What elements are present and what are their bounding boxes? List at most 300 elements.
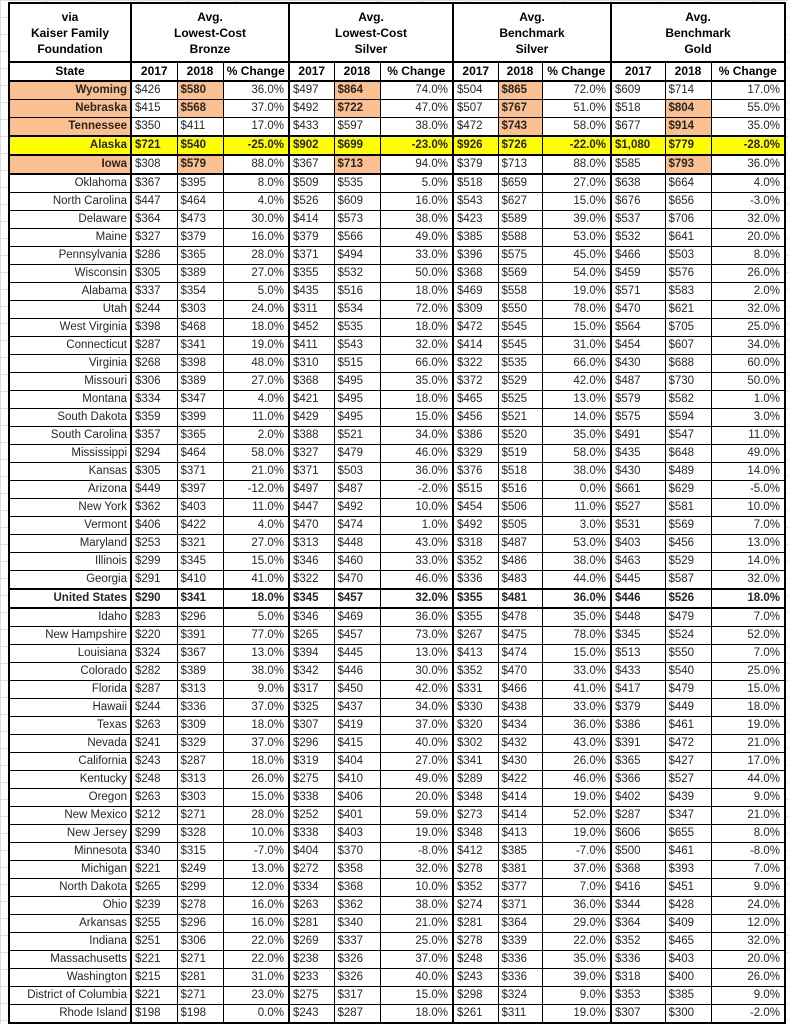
pct-change-cell[interactable]: 10.0% (380, 879, 453, 897)
premium-value-cell[interactable]: $385 (665, 987, 711, 1005)
premium-value-cell[interactable]: $385 (498, 843, 542, 861)
pct-change-cell[interactable]: 9.0% (223, 681, 289, 699)
premium-value-cell[interactable]: $403 (334, 825, 380, 843)
state-cell[interactable]: Michigan (9, 861, 131, 879)
pct-change-cell[interactable]: 20.0% (711, 229, 785, 247)
premium-value-cell[interactable]: $489 (665, 463, 711, 481)
pct-change-cell[interactable]: 53.0% (542, 535, 611, 553)
pct-change-cell[interactable]: 32.0% (380, 337, 453, 355)
pct-change-cell[interactable]: 9.0% (711, 879, 785, 897)
premium-value-cell[interactable]: $249 (177, 861, 223, 879)
premium-value-cell[interactable]: $503 (665, 247, 711, 265)
pct-change-cell[interactable]: 17.0% (223, 118, 289, 137)
state-cell[interactable]: United States (9, 589, 131, 608)
pct-change-cell[interactable]: 9.0% (711, 789, 785, 807)
premium-value-cell[interactable]: $326 (334, 951, 380, 969)
pct-change-cell[interactable]: 18.0% (223, 717, 289, 735)
premium-value-cell[interactable]: $722 (334, 100, 380, 118)
pct-change-cell[interactable]: 19.0% (542, 283, 611, 301)
pct-change-cell[interactable]: 16.0% (223, 897, 289, 915)
premium-value-cell[interactable]: $353 (611, 987, 665, 1005)
premium-value-cell[interactable]: $430 (498, 753, 542, 771)
premium-value-cell[interactable]: $252 (289, 807, 334, 825)
premium-value-cell[interactable]: $609 (334, 193, 380, 211)
pct-change-cell[interactable]: 11.0% (711, 427, 785, 445)
premium-value-cell[interactable]: $902 (289, 136, 334, 155)
premium-value-cell[interactable]: $313 (177, 681, 223, 699)
premium-value-cell[interactable]: $391 (611, 735, 665, 753)
pct-change-cell[interactable]: 78.0% (542, 301, 611, 319)
pct-change-cell[interactable]: 27.0% (223, 265, 289, 283)
group-header-benchmark-silver[interactable]: Avg. Benchmark Silver (453, 3, 611, 62)
pct-change-cell[interactable]: 49.0% (380, 229, 453, 247)
premium-value-cell[interactable]: $287 (131, 681, 177, 699)
premium-value-cell[interactable]: $641 (665, 229, 711, 247)
pct-change-cell[interactable]: 34.0% (711, 337, 785, 355)
premium-value-cell[interactable]: $305 (131, 265, 177, 283)
col-header-2017[interactable]: 2017 (611, 62, 665, 81)
premium-value-cell[interactable]: $346 (289, 608, 334, 627)
premium-value-cell[interactable]: $706 (665, 211, 711, 229)
premium-value-cell[interactable]: $540 (177, 136, 223, 155)
premium-value-cell[interactable]: $506 (498, 499, 542, 517)
pct-change-cell[interactable]: 38.0% (380, 118, 453, 137)
premium-value-cell[interactable]: $381 (498, 861, 542, 879)
premium-value-cell[interactable]: $497 (289, 481, 334, 499)
premium-value-cell[interactable]: $726 (498, 136, 542, 155)
pct-change-cell[interactable]: 46.0% (542, 771, 611, 789)
pct-change-cell[interactable]: 13.0% (542, 391, 611, 409)
state-cell[interactable]: Arkansas (9, 915, 131, 933)
pct-change-cell[interactable]: 9.0% (711, 987, 785, 1005)
premium-value-cell[interactable]: $336 (177, 699, 223, 717)
pct-change-cell[interactable]: 21.0% (711, 807, 785, 825)
premium-value-cell[interactable]: $261 (453, 1005, 498, 1024)
premium-value-cell[interactable]: $779 (665, 136, 711, 155)
premium-value-cell[interactable]: $406 (131, 517, 177, 535)
premium-value-cell[interactable]: $352 (611, 933, 665, 951)
premium-value-cell[interactable]: $655 (665, 825, 711, 843)
pct-change-cell[interactable]: 37.0% (223, 100, 289, 118)
premium-value-cell[interactable]: $320 (453, 717, 498, 735)
pct-change-cell[interactable]: 36.0% (380, 463, 453, 481)
premium-value-cell[interactable]: $486 (498, 553, 542, 571)
pct-change-cell[interactable]: 19.0% (711, 717, 785, 735)
premium-value-cell[interactable]: $500 (611, 843, 665, 861)
pct-change-cell[interactable]: 50.0% (380, 265, 453, 283)
premium-value-cell[interactable]: $271 (177, 951, 223, 969)
state-cell[interactable]: New York (9, 499, 131, 517)
premium-value-cell[interactable]: $281 (177, 969, 223, 987)
pct-change-cell[interactable]: 38.0% (542, 463, 611, 481)
premium-value-cell[interactable]: $456 (453, 409, 498, 427)
pct-change-cell[interactable]: 16.0% (380, 193, 453, 211)
premium-value-cell[interactable]: $364 (498, 915, 542, 933)
premium-value-cell[interactable]: $244 (131, 301, 177, 319)
premium-value-cell[interactable]: $509 (289, 174, 334, 193)
state-cell[interactable]: West Virginia (9, 319, 131, 337)
premium-value-cell[interactable]: $545 (498, 319, 542, 337)
premium-value-cell[interactable]: $581 (665, 499, 711, 517)
state-cell[interactable]: Iowa (9, 155, 131, 174)
pct-change-cell[interactable]: 12.0% (223, 879, 289, 897)
premium-value-cell[interactable]: $399 (177, 409, 223, 427)
premium-value-cell[interactable]: $579 (611, 391, 665, 409)
premium-value-cell[interactable]: $677 (611, 118, 665, 137)
pct-change-cell[interactable]: 35.0% (711, 118, 785, 137)
pct-change-cell[interactable]: 38.0% (542, 553, 611, 571)
pct-change-cell[interactable]: 33.0% (542, 663, 611, 681)
premium-value-cell[interactable]: $588 (498, 229, 542, 247)
premium-value-cell[interactable]: $334 (289, 879, 334, 897)
premium-value-cell[interactable]: $513 (611, 645, 665, 663)
premium-value-cell[interactable]: $198 (177, 1005, 223, 1024)
premium-value-cell[interactable]: $241 (131, 735, 177, 753)
premium-value-cell[interactable]: $325 (289, 699, 334, 717)
premium-value-cell[interactable]: $395 (177, 174, 223, 193)
pct-change-cell[interactable]: 88.0% (542, 155, 611, 174)
premium-value-cell[interactable]: $271 (177, 987, 223, 1005)
pct-change-cell[interactable]: 18.0% (711, 699, 785, 717)
premium-value-cell[interactable]: $470 (498, 663, 542, 681)
premium-value-cell[interactable]: $238 (289, 951, 334, 969)
premium-value-cell[interactable]: $379 (177, 229, 223, 247)
premium-value-cell[interactable]: $336 (453, 571, 498, 590)
pct-change-cell[interactable]: 48.0% (223, 355, 289, 373)
premium-value-cell[interactable]: $494 (334, 247, 380, 265)
premium-value-cell[interactable]: $358 (334, 861, 380, 879)
premium-value-cell[interactable]: $527 (611, 499, 665, 517)
premium-value-cell[interactable]: $311 (498, 1005, 542, 1024)
premium-value-cell[interactable]: $448 (611, 608, 665, 627)
premium-value-cell[interactable]: $303 (177, 301, 223, 319)
state-cell[interactable]: South Dakota (9, 409, 131, 427)
pct-change-cell[interactable]: 42.0% (380, 681, 453, 699)
premium-value-cell[interactable]: $367 (131, 174, 177, 193)
pct-change-cell[interactable]: 40.0% (380, 969, 453, 987)
premium-value-cell[interactable]: $327 (289, 445, 334, 463)
premium-value-cell[interactable]: $479 (665, 681, 711, 699)
premium-value-cell[interactable]: $362 (334, 897, 380, 915)
pct-change-cell[interactable]: -25.0% (223, 136, 289, 155)
premium-value-cell[interactable]: $299 (177, 879, 223, 897)
premium-value-cell[interactable]: $352 (453, 879, 498, 897)
pct-change-cell[interactable]: 13.0% (223, 861, 289, 879)
pct-change-cell[interactable]: 35.0% (542, 427, 611, 445)
pct-change-cell[interactable]: 25.0% (711, 319, 785, 337)
pct-change-cell[interactable]: 10.0% (711, 499, 785, 517)
pct-change-cell[interactable]: 12.0% (711, 915, 785, 933)
premium-value-cell[interactable]: $627 (498, 193, 542, 211)
pct-change-cell[interactable]: 15.0% (223, 553, 289, 571)
premium-value-cell[interactable]: $348 (453, 789, 498, 807)
state-cell[interactable]: Illinois (9, 553, 131, 571)
pct-change-cell[interactable]: 22.0% (223, 951, 289, 969)
premium-value-cell[interactable]: $457 (334, 589, 380, 608)
pct-change-cell[interactable]: 15.0% (542, 319, 611, 337)
premium-value-cell[interactable]: $299 (131, 825, 177, 843)
premium-value-cell[interactable]: $263 (289, 897, 334, 915)
premium-value-cell[interactable]: $365 (611, 753, 665, 771)
pct-change-cell[interactable]: 50.0% (711, 373, 785, 391)
premium-value-cell[interactable]: $550 (665, 645, 711, 663)
pct-change-cell[interactable]: 32.0% (711, 933, 785, 951)
premium-value-cell[interactable]: $470 (611, 301, 665, 319)
premium-value-cell[interactable]: $427 (665, 753, 711, 771)
premium-value-cell[interactable]: $350 (131, 118, 177, 137)
premium-value-cell[interactable]: $676 (611, 193, 665, 211)
premium-value-cell[interactable]: $638 (611, 174, 665, 193)
premium-value-cell[interactable]: $291 (131, 571, 177, 590)
state-cell[interactable]: Idaho (9, 608, 131, 627)
premium-value-cell[interactable]: $495 (334, 391, 380, 409)
premium-value-cell[interactable]: $348 (453, 825, 498, 843)
premium-value-cell[interactable]: $446 (611, 589, 665, 608)
pct-change-cell[interactable]: 3.0% (542, 517, 611, 535)
pct-change-cell[interactable]: 5.0% (223, 608, 289, 627)
premium-value-cell[interactable]: $307 (611, 1005, 665, 1024)
premium-value-cell[interactable]: $345 (289, 589, 334, 608)
premium-value-cell[interactable]: $492 (453, 517, 498, 535)
premium-value-cell[interactable]: $479 (334, 445, 380, 463)
premium-value-cell[interactable]: $357 (131, 427, 177, 445)
premium-value-cell[interactable]: $594 (665, 409, 711, 427)
pct-change-cell[interactable]: 13.0% (380, 645, 453, 663)
pct-change-cell[interactable]: 66.0% (542, 355, 611, 373)
pct-change-cell[interactable]: 25.0% (380, 933, 453, 951)
col-header-2018[interactable]: 2018 (498, 62, 542, 81)
premium-value-cell[interactable]: $470 (334, 571, 380, 590)
premium-value-cell[interactable]: $313 (177, 771, 223, 789)
state-cell[interactable]: Rhode Island (9, 1005, 131, 1024)
premium-value-cell[interactable]: $583 (665, 283, 711, 301)
premium-value-cell[interactable]: $487 (611, 373, 665, 391)
premium-value-cell[interactable]: $648 (665, 445, 711, 463)
premium-value-cell[interactable]: $465 (453, 391, 498, 409)
pct-change-cell[interactable]: -28.0% (711, 136, 785, 155)
premium-value-cell[interactable]: $404 (289, 843, 334, 861)
pct-change-cell[interactable]: 24.0% (223, 301, 289, 319)
premium-value-cell[interactable]: $371 (498, 897, 542, 915)
state-cell[interactable]: Hawaii (9, 699, 131, 717)
pct-change-cell[interactable]: 18.0% (223, 589, 289, 608)
pct-change-cell[interactable]: -7.0% (542, 843, 611, 861)
premium-value-cell[interactable]: $432 (498, 735, 542, 753)
premium-value-cell[interactable]: $430 (611, 355, 665, 373)
premium-value-cell[interactable]: $273 (453, 807, 498, 825)
premium-value-cell[interactable]: $469 (334, 608, 380, 627)
pct-change-cell[interactable]: 10.0% (223, 825, 289, 843)
premium-value-cell[interactable]: $233 (289, 969, 334, 987)
premium-value-cell[interactable]: $317 (334, 987, 380, 1005)
premium-value-cell[interactable]: $474 (334, 517, 380, 535)
premium-value-cell[interactable]: $362 (131, 499, 177, 517)
premium-value-cell[interactable]: $322 (453, 355, 498, 373)
premium-value-cell[interactable]: $379 (453, 155, 498, 174)
premium-value-cell[interactable]: $582 (665, 391, 711, 409)
premium-value-cell[interactable]: $474 (498, 645, 542, 663)
premium-value-cell[interactable]: $251 (131, 933, 177, 951)
premium-value-cell[interactable]: $767 (498, 100, 542, 118)
pct-change-cell[interactable]: 46.0% (380, 571, 453, 590)
premium-value-cell[interactable]: $330 (453, 699, 498, 717)
premium-value-cell[interactable]: $298 (453, 987, 498, 1005)
premium-value-cell[interactable]: $412 (453, 843, 498, 861)
premium-value-cell[interactable]: $452 (289, 319, 334, 337)
premium-value-cell[interactable]: $359 (131, 409, 177, 427)
state-cell[interactable]: Alabama (9, 283, 131, 301)
premium-value-cell[interactable]: $521 (334, 427, 380, 445)
premium-value-cell[interactable]: $521 (498, 409, 542, 427)
pct-change-cell[interactable]: 32.0% (380, 861, 453, 879)
pct-change-cell[interactable]: 38.0% (380, 211, 453, 229)
pct-change-cell[interactable]: 14.0% (711, 463, 785, 481)
pct-change-cell[interactable]: 72.0% (542, 81, 611, 100)
pct-change-cell[interactable]: 21.0% (380, 915, 453, 933)
pct-change-cell[interactable]: 18.0% (380, 283, 453, 301)
premium-value-cell[interactable]: $337 (131, 283, 177, 301)
premium-value-cell[interactable]: $460 (334, 553, 380, 571)
premium-value-cell[interactable]: $713 (334, 155, 380, 174)
premium-value-cell[interactable]: $386 (611, 717, 665, 735)
state-cell[interactable]: Mississippi (9, 445, 131, 463)
premium-value-cell[interactable]: $430 (611, 463, 665, 481)
state-cell[interactable]: Nebraska (9, 100, 131, 118)
premium-value-cell[interactable]: $294 (131, 445, 177, 463)
premium-value-cell[interactable]: $338 (289, 789, 334, 807)
col-header-pct-change[interactable]: % Change (711, 62, 785, 81)
premium-value-cell[interactable]: $433 (611, 663, 665, 681)
premium-value-cell[interactable]: $621 (665, 301, 711, 319)
premium-value-cell[interactable]: $404 (334, 753, 380, 771)
state-cell[interactable]: North Carolina (9, 193, 131, 211)
state-cell[interactable]: Maine (9, 229, 131, 247)
premium-value-cell[interactable]: $472 (453, 319, 498, 337)
premium-value-cell[interactable]: $311 (289, 301, 334, 319)
premium-value-cell[interactable]: $278 (453, 861, 498, 879)
pct-change-cell[interactable]: 19.0% (542, 789, 611, 807)
premium-value-cell[interactable]: $571 (611, 283, 665, 301)
premium-value-cell[interactable]: $212 (131, 807, 177, 825)
pct-change-cell[interactable]: -7.0% (223, 843, 289, 861)
pct-change-cell[interactable]: 49.0% (711, 445, 785, 463)
premium-value-cell[interactable]: $239 (131, 897, 177, 915)
premium-value-cell[interactable]: $451 (665, 879, 711, 897)
pct-change-cell[interactable]: 27.0% (223, 535, 289, 553)
pct-change-cell[interactable]: 33.0% (380, 247, 453, 265)
premium-value-cell[interactable]: $535 (498, 355, 542, 373)
premium-value-cell[interactable]: $445 (611, 571, 665, 590)
premium-value-cell[interactable]: $661 (611, 481, 665, 499)
pct-change-cell[interactable]: 19.0% (542, 1005, 611, 1024)
premium-value-cell[interactable]: $713 (498, 155, 542, 174)
pct-change-cell[interactable]: 41.0% (223, 571, 289, 590)
premium-value-cell[interactable]: $515 (453, 481, 498, 499)
premium-value-cell[interactable]: $282 (131, 663, 177, 681)
state-cell[interactable]: Connecticut (9, 337, 131, 355)
premium-value-cell[interactable]: $339 (498, 933, 542, 951)
pct-change-cell[interactable]: 51.0% (542, 100, 611, 118)
premium-value-cell[interactable]: $503 (334, 463, 380, 481)
state-cell[interactable]: Wisconsin (9, 265, 131, 283)
pct-change-cell[interactable]: 1.0% (380, 517, 453, 535)
pct-change-cell[interactable]: 23.0% (223, 987, 289, 1005)
state-cell[interactable]: Kentucky (9, 771, 131, 789)
pct-change-cell[interactable]: 52.0% (711, 627, 785, 645)
premium-value-cell[interactable]: $472 (665, 735, 711, 753)
premium-value-cell[interactable]: $445 (334, 645, 380, 663)
premium-value-cell[interactable]: $520 (498, 427, 542, 445)
premium-value-cell[interactable]: $355 (453, 608, 498, 627)
state-cell[interactable]: California (9, 753, 131, 771)
premium-value-cell[interactable]: $527 (665, 771, 711, 789)
premium-value-cell[interactable]: $414 (498, 789, 542, 807)
pct-change-cell[interactable]: 27.0% (542, 174, 611, 193)
premium-value-cell[interactable]: $271 (177, 807, 223, 825)
pct-change-cell[interactable]: 32.0% (711, 571, 785, 590)
premium-value-cell[interactable]: $479 (665, 608, 711, 627)
pct-change-cell[interactable]: 20.0% (380, 789, 453, 807)
premium-value-cell[interactable]: $324 (498, 987, 542, 1005)
pct-change-cell[interactable]: 17.0% (711, 753, 785, 771)
premium-value-cell[interactable]: $585 (611, 155, 665, 174)
pct-change-cell[interactable]: -22.0% (542, 136, 611, 155)
pct-change-cell[interactable]: 72.0% (380, 301, 453, 319)
pct-change-cell[interactable]: 35.0% (380, 373, 453, 391)
group-header-lowest-cost-bronze[interactable]: Avg. Lowest-Cost Bronze (131, 3, 289, 62)
premium-value-cell[interactable]: $699 (334, 136, 380, 155)
premium-value-cell[interactable]: $470 (289, 517, 334, 535)
pct-change-cell[interactable]: 13.0% (711, 535, 785, 553)
pct-change-cell[interactable]: 37.0% (380, 717, 453, 735)
premium-value-cell[interactable]: $327 (131, 229, 177, 247)
pct-change-cell[interactable]: 16.0% (223, 915, 289, 933)
premium-value-cell[interactable]: $267 (453, 627, 498, 645)
premium-value-cell[interactable]: $793 (665, 155, 711, 174)
premium-value-cell[interactable]: $423 (453, 211, 498, 229)
state-cell[interactable]: New Mexico (9, 807, 131, 825)
premium-value-cell[interactable]: $272 (289, 861, 334, 879)
state-cell[interactable]: Utah (9, 301, 131, 319)
state-cell[interactable]: Tennessee (9, 118, 131, 137)
pct-change-cell[interactable]: 59.0% (380, 807, 453, 825)
pct-change-cell[interactable]: 43.0% (542, 735, 611, 753)
premium-value-cell[interactable]: $569 (498, 265, 542, 283)
premium-value-cell[interactable]: $274 (453, 897, 498, 915)
premium-value-cell[interactable]: $439 (665, 789, 711, 807)
pct-change-cell[interactable]: -8.0% (711, 843, 785, 861)
premium-value-cell[interactable]: $464 (177, 445, 223, 463)
pct-change-cell[interactable]: 15.0% (380, 409, 453, 427)
pct-change-cell[interactable]: 18.0% (380, 1005, 453, 1024)
pct-change-cell[interactable]: 8.0% (711, 247, 785, 265)
premium-value-cell[interactable]: $338 (289, 825, 334, 843)
state-cell[interactable]: Texas (9, 717, 131, 735)
state-cell[interactable]: Ohio (9, 897, 131, 915)
pct-change-cell[interactable]: 37.0% (542, 861, 611, 879)
premium-value-cell[interactable]: $244 (131, 699, 177, 717)
pct-change-cell[interactable]: 14.0% (711, 553, 785, 571)
premium-value-cell[interactable]: $352 (453, 553, 498, 571)
premium-value-cell[interactable]: $365 (177, 427, 223, 445)
pct-change-cell[interactable]: 18.0% (223, 319, 289, 337)
pct-change-cell[interactable]: 44.0% (542, 571, 611, 590)
pct-change-cell[interactable]: 46.0% (380, 445, 453, 463)
premium-value-cell[interactable]: $454 (611, 337, 665, 355)
pct-change-cell[interactable]: 32.0% (711, 301, 785, 319)
premium-value-cell[interactable]: $379 (289, 229, 334, 247)
pct-change-cell[interactable]: 5.0% (380, 174, 453, 193)
